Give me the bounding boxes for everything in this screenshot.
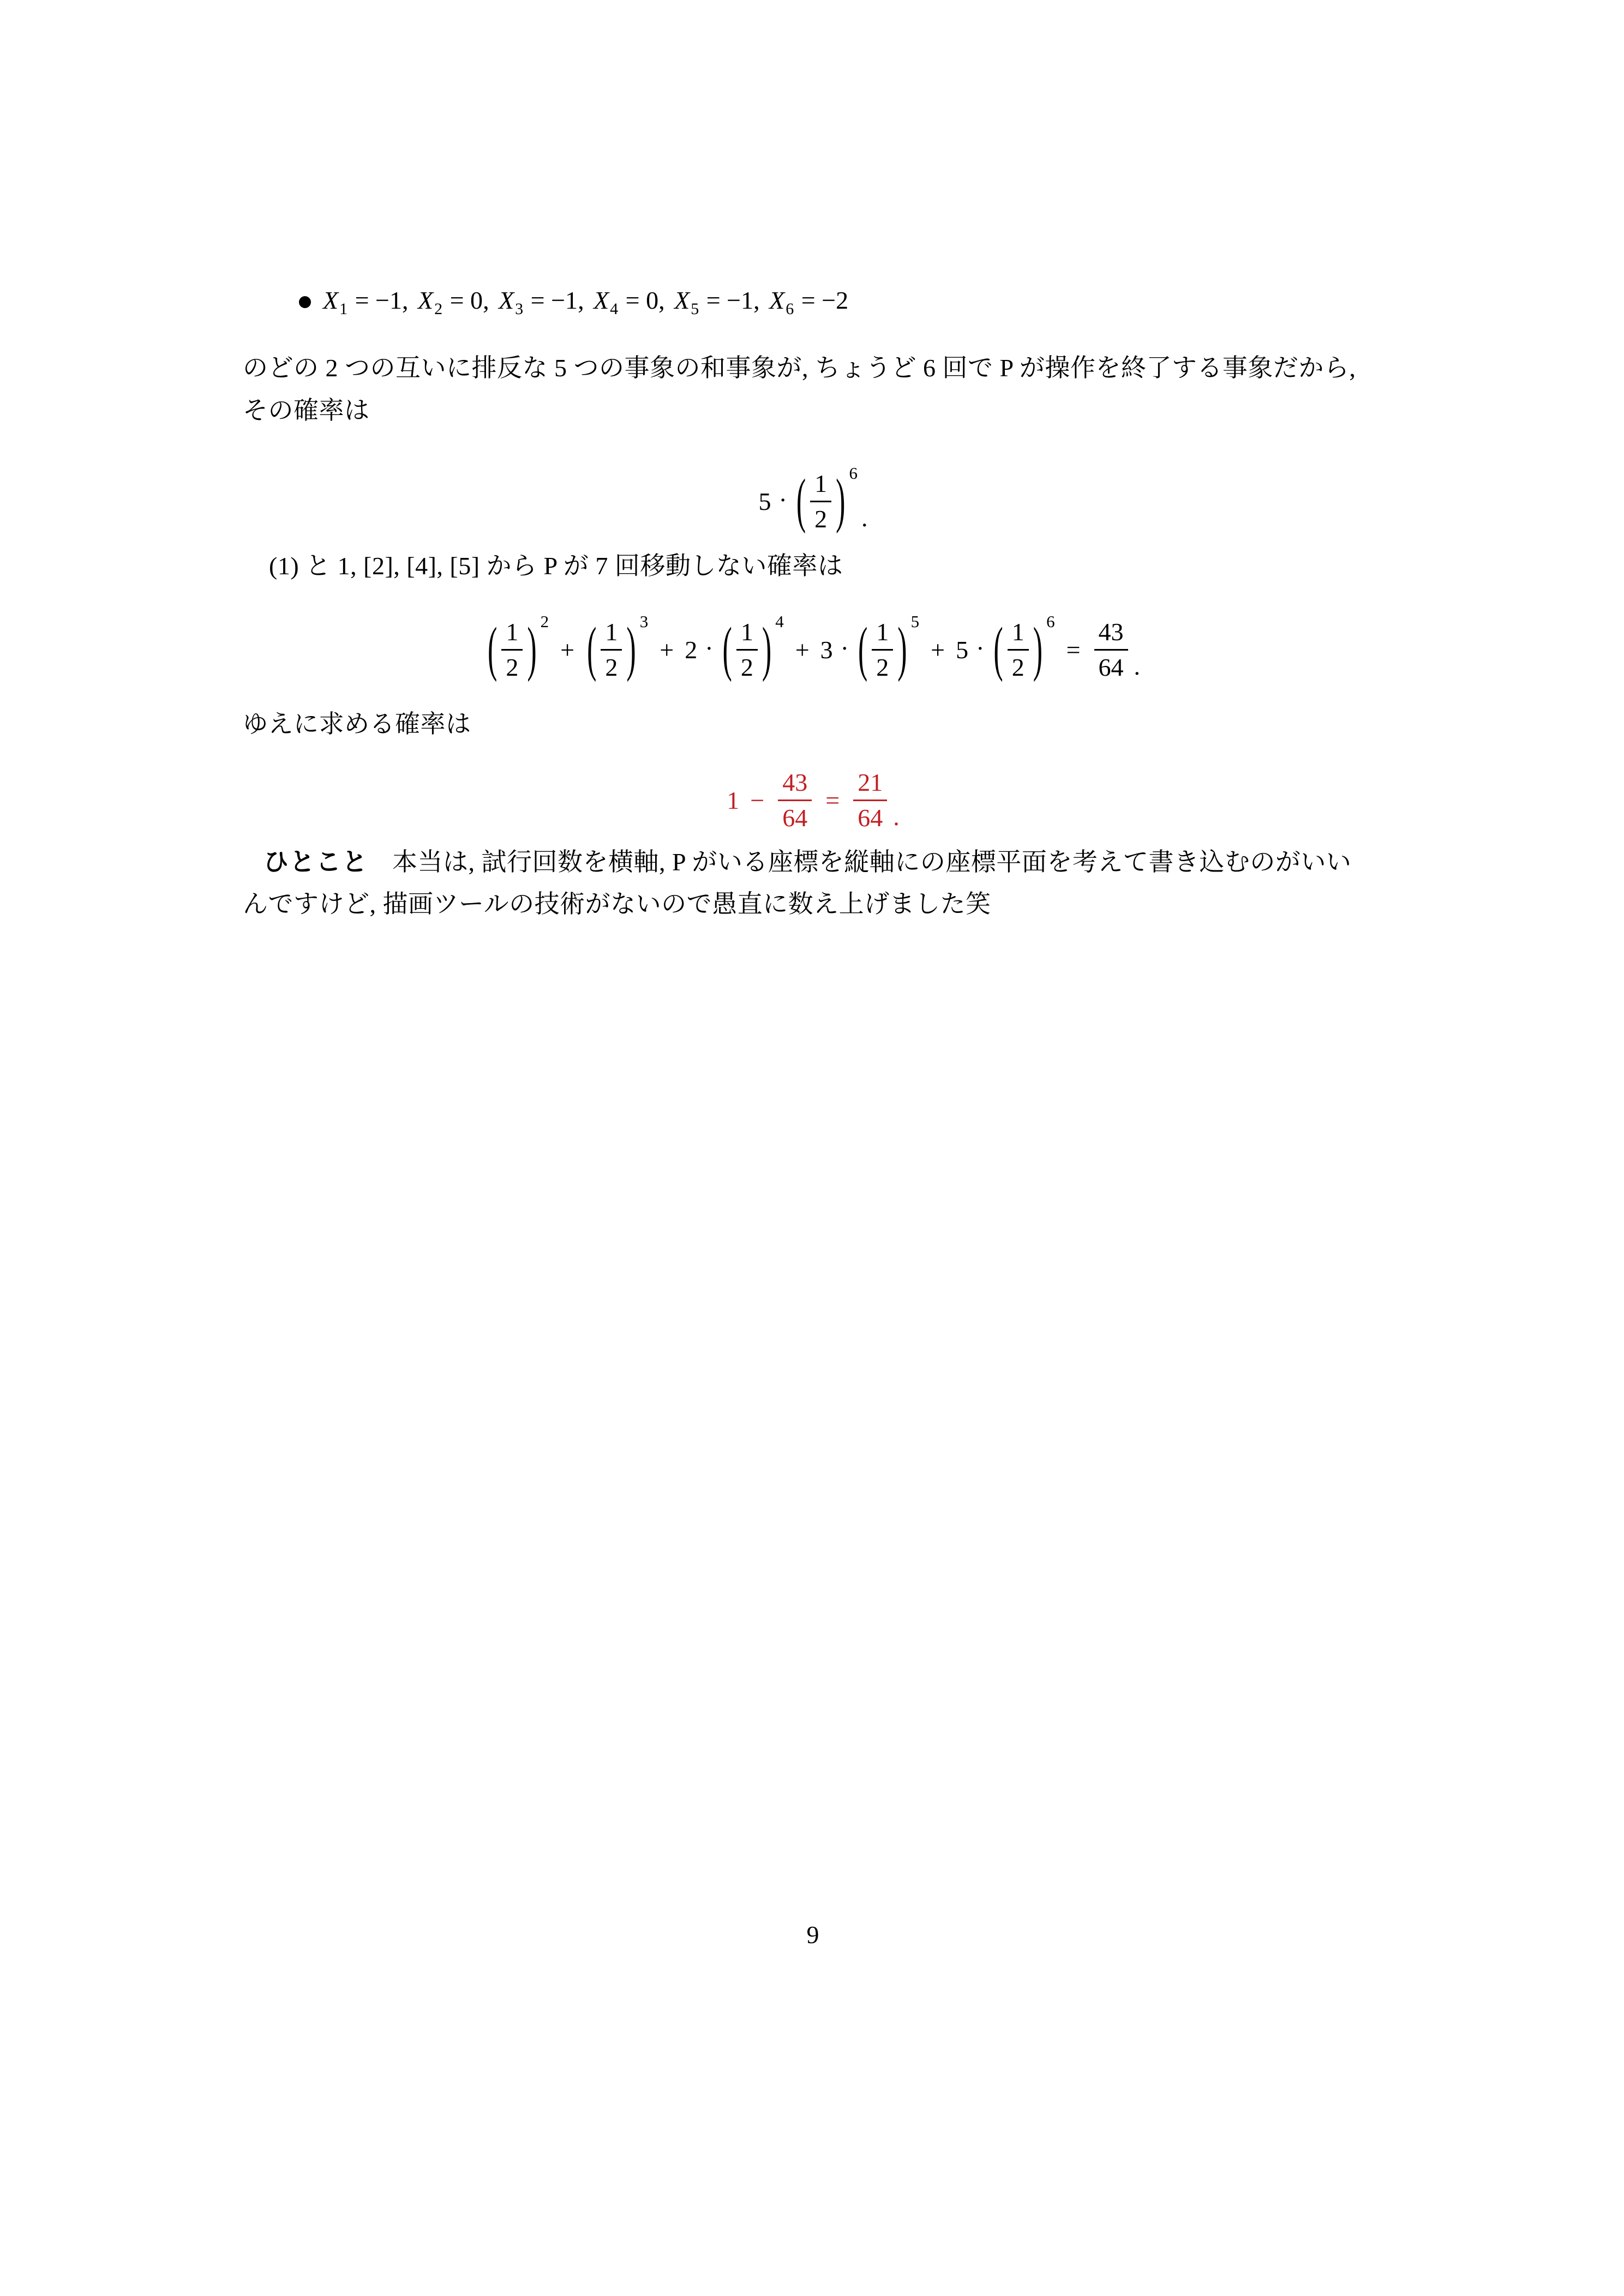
- left-paren: (: [796, 467, 806, 534]
- math-subscript: 4: [610, 300, 619, 318]
- bullet-math-sequence: [320, 286, 848, 318]
- math-value: = 0: [619, 286, 659, 314]
- fraction-denominator: 2: [814, 505, 828, 533]
- math-separator: ,: [658, 286, 672, 314]
- math-operator: +: [560, 636, 575, 664]
- math-multiplication-dot: ·: [976, 634, 985, 662]
- math-operator: +: [795, 636, 810, 664]
- math-separator: ,: [753, 286, 766, 314]
- math-exponent: 6: [1046, 612, 1055, 631]
- math-multiplication-dot: ·: [778, 486, 787, 514]
- math-subscript: 5: [691, 300, 699, 318]
- paragraph-line: ゆえに求める確率は: [243, 710, 471, 738]
- math-operator: +: [660, 636, 674, 664]
- bullet-icon: [299, 296, 311, 308]
- math-value: = −1: [349, 286, 402, 314]
- bullet-item: [299, 285, 848, 320]
- fraction-denominator: 2: [506, 653, 519, 681]
- fraction-numerator: 1: [740, 618, 753, 646]
- left-paren: (: [722, 616, 732, 683]
- parenthesized-fraction-power: [722, 612, 784, 683]
- fraction-numerator: 1: [814, 470, 828, 497]
- paragraph-line: のどの 2 つの互いに排反な 5 つの事象の和事象が, ちょうど 6 回で P が操作を終了する事象だから,: [243, 354, 1356, 382]
- math-variable: X: [769, 286, 785, 314]
- paragraph-text: 本当は, 試行回数を横軸, P がいる座標を縦軸にの座標平面を考えて書き込むのがいい: [392, 848, 1352, 876]
- math-coefficient: 3: [820, 636, 833, 664]
- math-period: .: [1134, 652, 1141, 680]
- parenthesized-fraction-power: [857, 612, 920, 683]
- left-paren: (: [993, 616, 1003, 683]
- math-subscript: 2: [434, 300, 443, 318]
- right-paren: ): [897, 616, 907, 683]
- math-subscript: 1: [339, 300, 348, 318]
- right-paren: ): [762, 616, 772, 683]
- fraction-numerator: 1: [876, 618, 889, 646]
- math-coefficient: 1: [727, 786, 740, 814]
- fraction-denominator: 2: [876, 653, 889, 681]
- fraction: [1094, 620, 1128, 680]
- math-exponent: 3: [639, 612, 649, 631]
- fraction-denominator: 64: [1098, 653, 1124, 681]
- right-paren: ): [527, 616, 537, 683]
- math-separator: ,: [578, 286, 591, 314]
- math-operator: −: [750, 786, 765, 814]
- left-paren: (: [858, 616, 868, 683]
- math-exponent: 4: [775, 612, 784, 631]
- math-multiplication-dot: ·: [840, 634, 849, 662]
- left-paren: (: [487, 616, 498, 683]
- math-coefficient: 5: [758, 488, 771, 515]
- fraction: [778, 770, 812, 831]
- display-formula-probability-6: [243, 464, 1383, 534]
- math-separator: ,: [402, 286, 415, 314]
- math-variable: X: [499, 286, 514, 314]
- math-operator: +: [931, 636, 945, 664]
- math-coefficient: 2: [685, 636, 698, 664]
- math-multiplication-dot: ·: [705, 634, 714, 662]
- fraction-denominator: 2: [740, 653, 753, 681]
- fraction-denominator: 64: [782, 804, 808, 832]
- math-period: .: [893, 803, 900, 831]
- paragraph-line: んですけど, 描画ツールの技術がないので愚直に数え上げました笑: [243, 890, 991, 918]
- math-subscript: 3: [515, 300, 524, 318]
- math-exponent: 5: [910, 612, 920, 631]
- left-paren: (: [587, 616, 597, 683]
- fraction: [501, 620, 523, 680]
- math-variable: X: [418, 286, 434, 314]
- fraction-numerator: 1: [605, 618, 618, 646]
- math-coefficient: 5: [956, 636, 969, 664]
- fraction-numerator: 43: [782, 768, 808, 796]
- fraction: [736, 620, 758, 680]
- right-paren: ): [1033, 616, 1043, 683]
- fraction-numerator: 1: [506, 618, 519, 646]
- fraction-numerator: 43: [1098, 618, 1124, 646]
- math-exponent: 6: [849, 464, 858, 483]
- math-value: = −1: [524, 286, 578, 314]
- math-period: .: [861, 504, 868, 532]
- math-operator: =: [825, 786, 840, 814]
- parenthesized-fraction-power: [586, 612, 649, 683]
- paragraph-line: その確率は: [243, 396, 370, 424]
- fraction: [872, 620, 893, 680]
- fraction-denominator: 64: [858, 804, 883, 832]
- math-separator: ,: [483, 286, 496, 314]
- fraction-numerator: 1: [1011, 618, 1024, 646]
- math-variable: X: [323, 286, 339, 314]
- math-variable: X: [594, 286, 609, 314]
- display-formula-probability-not-7: [243, 612, 1383, 683]
- display-formula-final-answer: [243, 770, 1383, 831]
- math-value: = −2: [795, 286, 849, 314]
- math-value: = −1: [700, 286, 754, 314]
- fraction-denominator: 2: [605, 653, 618, 681]
- fraction-numerator: 21: [858, 768, 883, 796]
- hitokoto-paragraph: [243, 845, 1415, 879]
- fraction: [853, 770, 887, 831]
- hitokoto-heading: ひとこと: [263, 848, 368, 876]
- right-paren: ): [836, 467, 846, 534]
- parenthesized-fraction-power: [992, 612, 1055, 683]
- page-number: 9: [806, 1921, 819, 1949]
- math-operator: =: [1066, 636, 1081, 664]
- parenthesized-fraction-power: [487, 612, 549, 683]
- fraction-denominator: 2: [1011, 653, 1024, 681]
- fraction: [810, 471, 831, 532]
- paragraph-line: (1) と 1, [2], [4], [5] から P が 7 回移動しない確率は: [269, 552, 843, 580]
- math-subscript: 6: [786, 300, 794, 318]
- math-variable: X: [674, 286, 690, 314]
- math-value: = 0: [444, 286, 483, 314]
- parenthesized-fraction-power: [795, 464, 858, 534]
- right-paren: ): [626, 616, 636, 683]
- fraction: [601, 620, 622, 680]
- math-exponent: 2: [540, 612, 549, 631]
- fraction: [1008, 620, 1029, 680]
